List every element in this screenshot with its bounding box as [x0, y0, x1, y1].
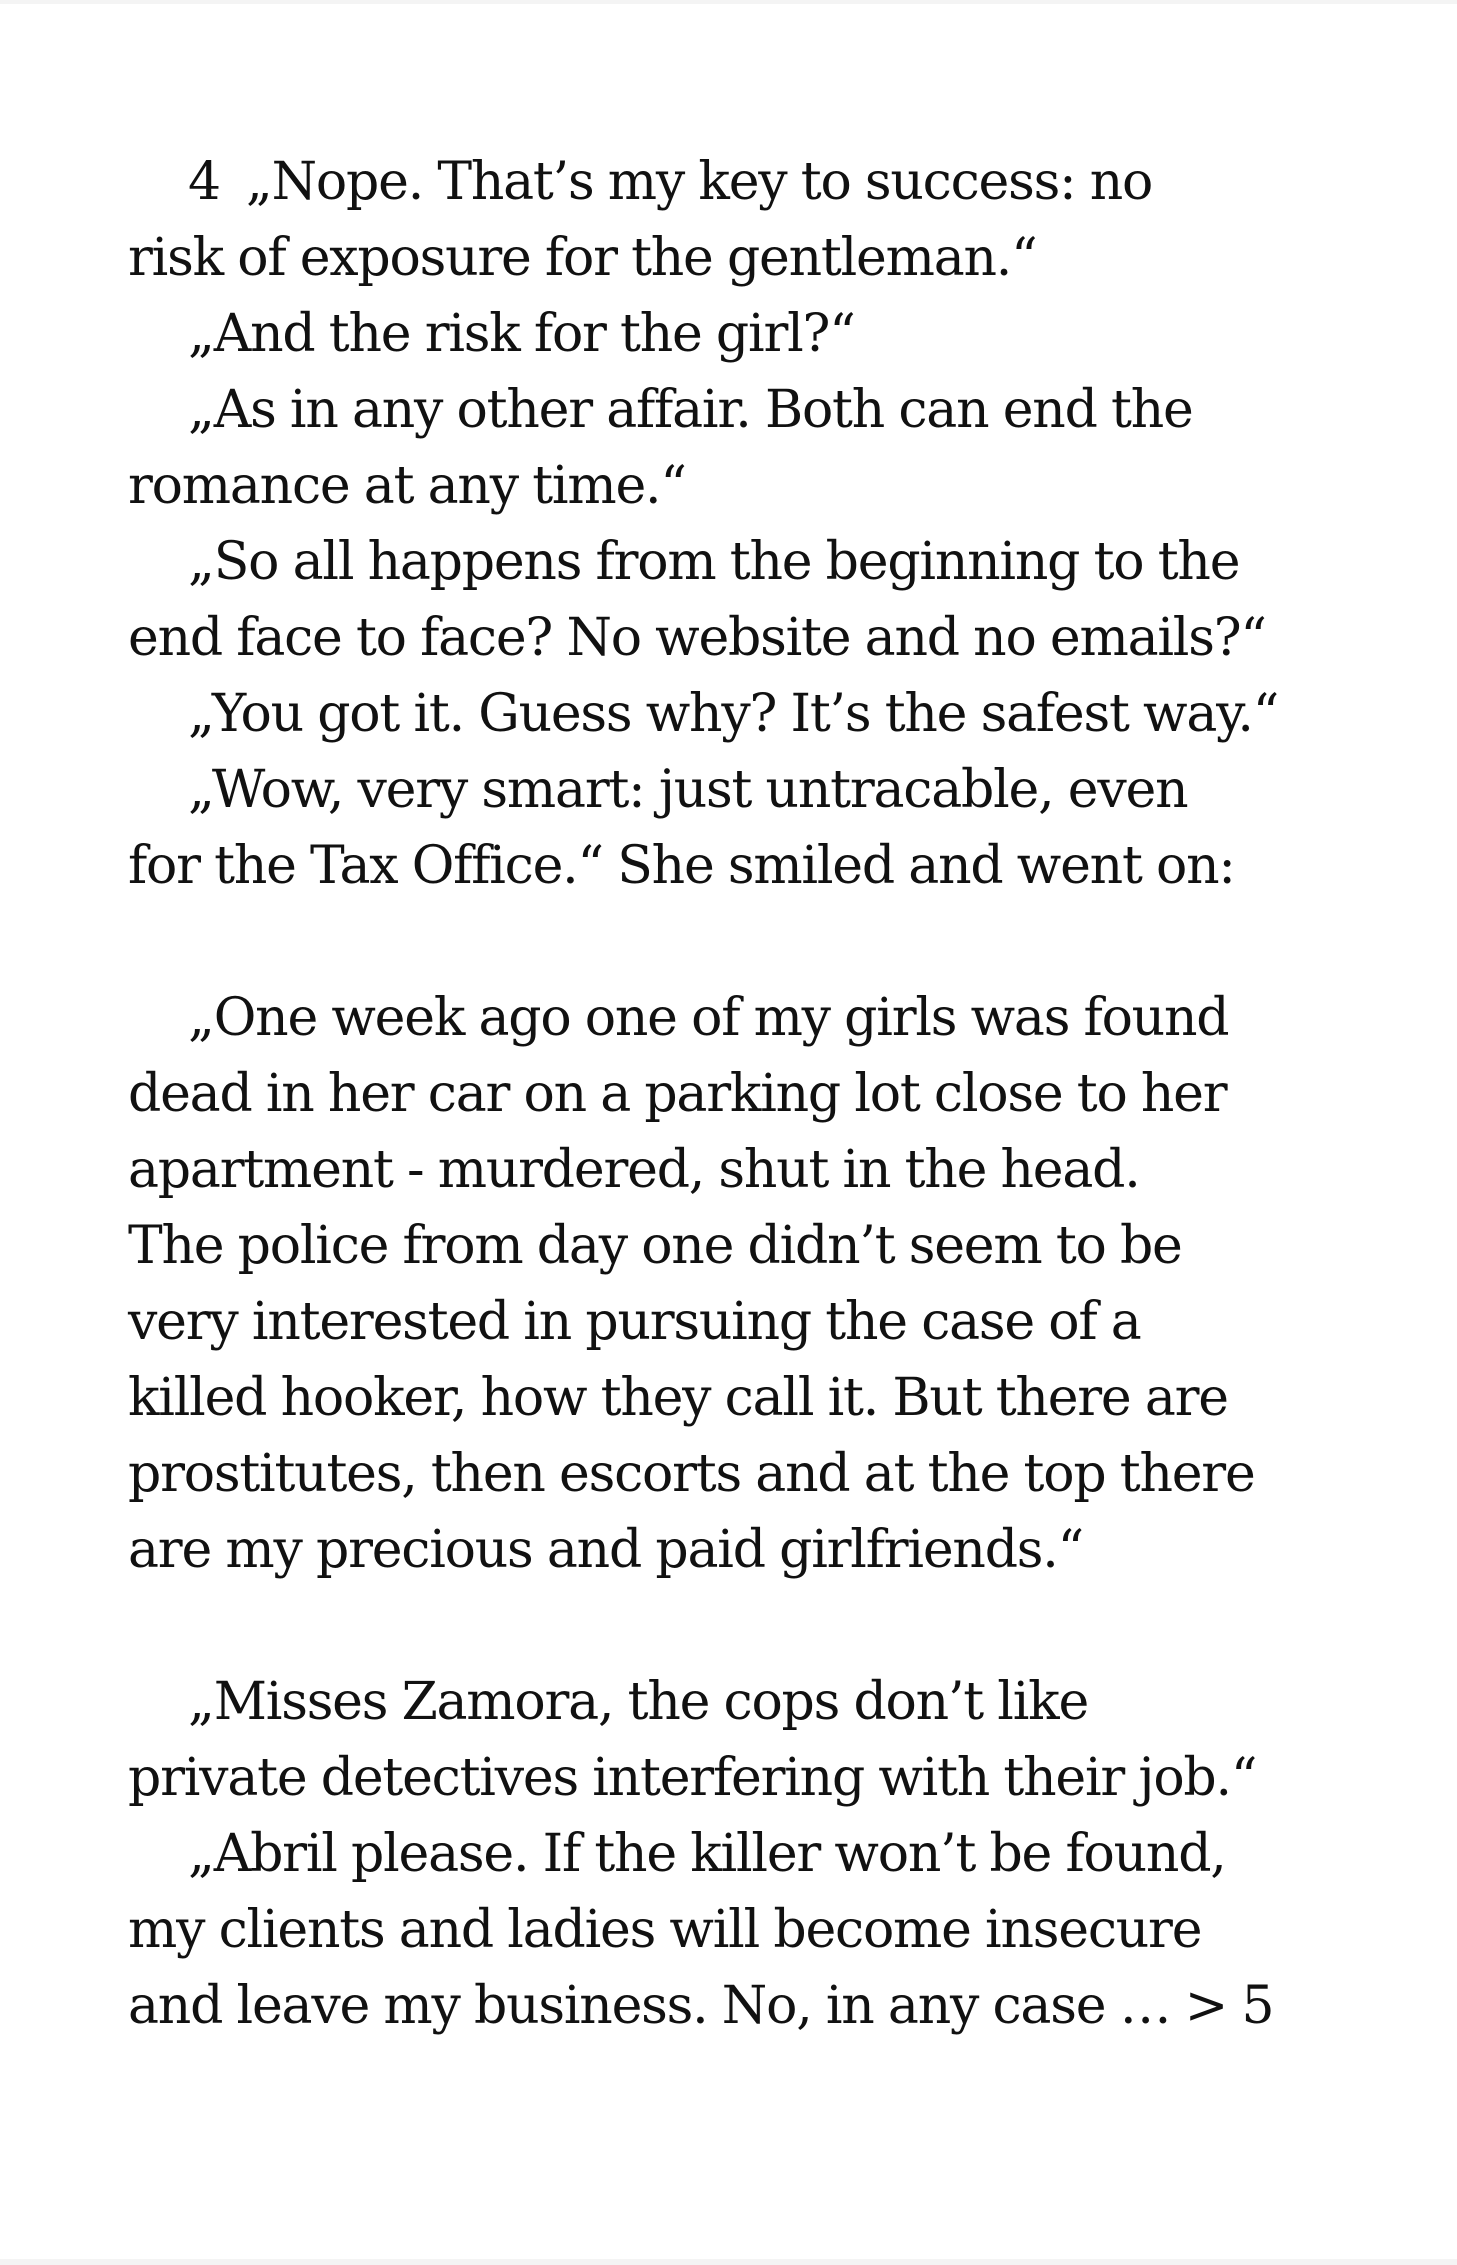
- text-line: for the Tax Office.“ She smiled and went on:: [128, 836, 1235, 896]
- text-line: private detectives interfering with their job.“: [128, 1748, 1257, 1808]
- text-line: dead in her car on a parking lot close to her: [128, 1064, 1227, 1124]
- text-line: are my precious and paid girlfriends.“: [128, 1520, 1083, 1580]
- next-page-number: 5: [1241, 1976, 1274, 2036]
- text-line: risk of exposure for the gentleman.“: [128, 228, 1037, 288]
- text-line-content: „Nope. That’s my key to success: no: [245, 152, 1153, 212]
- text-line: [128, 1968, 1358, 2044]
- text-line: romance at any time.“: [128, 456, 686, 516]
- text-line: The police from day one didn’t seem to be: [128, 1216, 1182, 1276]
- text-line: [128, 144, 1358, 220]
- paragraph-gap: [128, 904, 1358, 980]
- text-line: prostitutes, then escorts and at the top there: [128, 1444, 1255, 1504]
- text-line: „Misses Zamora, the cops don’t like: [188, 1672, 1089, 1732]
- paragraph-gap: [128, 1588, 1358, 1664]
- text-line: „Wow, very smart: just untracable, even: [188, 760, 1188, 820]
- text-line: end face to face? No website and no emails?“: [128, 608, 1266, 668]
- page-text: [128, 144, 1358, 2044]
- text-line: „And the risk for the girl?“: [188, 304, 855, 364]
- text-line: „You got it. Guess why? It’s the safest way.“: [188, 684, 1279, 744]
- text-line: „So all happens from the beginning to the: [188, 532, 1240, 592]
- page-number: 4: [188, 152, 220, 212]
- book-page: [0, 4, 1457, 2259]
- text-line: „Abril please. If the killer won’t be found,: [188, 1824, 1226, 1884]
- text-line: very interested in pursuing the case of a: [128, 1292, 1141, 1352]
- text-line: killed hooker, how they call it. But there are: [128, 1368, 1228, 1428]
- text-line: apartment - murdered, shut in the head.: [128, 1140, 1140, 1200]
- text-line: „As in any other affair. Both can end the: [188, 380, 1193, 440]
- text-line: „One week ago one of my girls was found: [188, 988, 1229, 1048]
- text-line: my clients and ladies will become insecure: [128, 1900, 1202, 1960]
- text-line-content: and leave my business. No, in any case … >: [128, 1976, 1228, 2036]
